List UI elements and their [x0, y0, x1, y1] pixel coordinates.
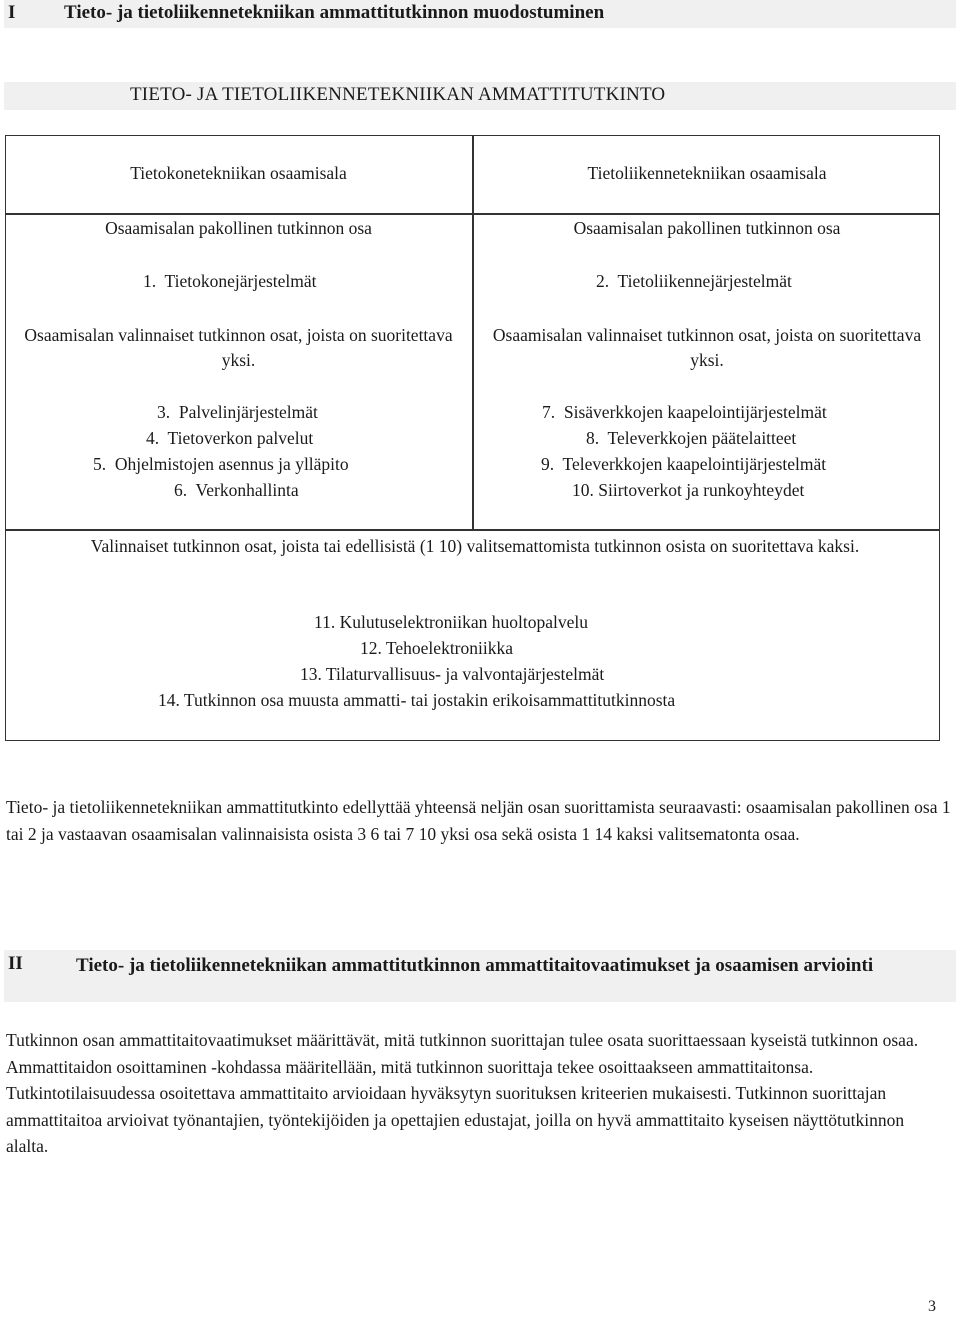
left-mandatory-item: 1. Tietokonejärjestelmät — [143, 271, 317, 291]
completion-requirements-paragraph: Tieto- ja tietoliikennetekniikan ammattitutkinto edellyttää yhteensä neljän osan suorittamista seuraavasti: osaamisalan pakollinen osa 1 tai 2 ja vastaavan osaamisalan valinnaisista osista 3 6 tai 7 10 yksi osa sekä osista 1 14 kaksi valitsematonta osaa. — [6, 797, 951, 844]
left-item: 4. Tietoverkon palvelut — [146, 428, 314, 448]
left-col-heading: Tietokonetekniikan osaamisala — [130, 163, 347, 183]
right-optional-label: Osaamisalan valinnaiset tutkinnon osat, joista on suoritettava yksi. — [492, 325, 922, 370]
right-item: 9. Televerkkojen kaapelointijärjestelmät — [541, 454, 827, 474]
left-item: 3. Palvelinjärjestelmät — [157, 402, 318, 422]
left-mandatory-label: Osaamisalan pakollinen tutkinnon osa — [105, 218, 372, 238]
right-item: 8. Televerkkojen päätelaitteet — [586, 428, 797, 448]
right-mandatory-label: Osaamisalan pakollinen tutkinnon osa — [573, 218, 841, 238]
bottom-section-divider — [5, 529, 940, 531]
right-mandatory-item: 2. Tietoliikennejärjestelmät — [596, 271, 792, 291]
page-number: 3 — [928, 1298, 936, 1315]
degree-title: TIETO- JA TIETOLIIKENNETEKNIIKAN AMMATTITUTKINTO — [130, 84, 666, 105]
section-1-heading — [4, 0, 956, 28]
left-item: 6. Verkonhallinta — [174, 480, 299, 500]
section-2-heading — [4, 950, 956, 1002]
left-optional-label: Osaamisalan valinnaiset tutkinnon osat, joista on suoritettava yksi. — [24, 325, 453, 370]
right-item: 7. Sisäverkkojen kaapelointijärjestelmät — [542, 402, 827, 422]
right-item: 10. Siirtoverkot ja runkoyhteydet — [572, 480, 805, 500]
degree-title-band — [4, 82, 956, 110]
assessment-paragraph: Tutkinnon osan ammattitaitovaatimukset määrittävät, mitä tutkinnon suorittajan tulee osata suorittaessaan kyseistä tutkinnon osaa. Ammattitaidon osoittaminen -kohdassa määritellään, mitä tutkinnon suorittaja tekee osoittaakseen ammattitaitonsa. Tutkintotilaisuudessa osoitettava ammattitaito arvioidaan hyväksytyn suorituksen kriteerien mukaisesti. Tutkinnon suorittajan ammattitaitoa arvioivat työnantajien, työntekijöiden ja opettajien edustajat, joilla on hyvä ammattitaito kyseisen näyttötutkinnon alalta. — [6, 1030, 919, 1156]
section-2-title: Tieto- ja tietoliikennetekniikan ammattitutkinnon ammattitaitovaatimukset ja osaamisen arviointi — [76, 955, 874, 976]
column-divider — [472, 135, 474, 530]
heading-divider — [5, 213, 940, 215]
right-col-heading: Tietoliikennetekniikan osaamisala — [587, 163, 827, 183]
section-1-title: Tieto- ja tietoliikennetekniikan ammattitutkinnon muodostuminen — [64, 2, 605, 23]
section-2-number: II — [8, 953, 23, 974]
section-1-number: I — [8, 2, 16, 23]
optional-part-item: 11. Kulutuselektroniikan huoltopalvelu — [314, 612, 588, 632]
optional-part-item: 12. Tehoelektroniikka — [360, 638, 513, 658]
optional-part-item: 13. Tilaturvallisuus- ja valvontajärjestelmät — [300, 664, 605, 684]
left-item: 5. Ohjelmistojen asennus ja ylläpito — [93, 454, 349, 474]
optional-part-item: 14. Tutkinnon osa muusta ammatti- tai jostakin erikoisammattitutkinnosta — [158, 690, 676, 710]
optional-parts-label: Valinnaiset tutkinnon osat, joista tai edellisistä (1 10) valitsemattomista tutkinnon osista on suoritettava kaksi. — [90, 536, 860, 556]
